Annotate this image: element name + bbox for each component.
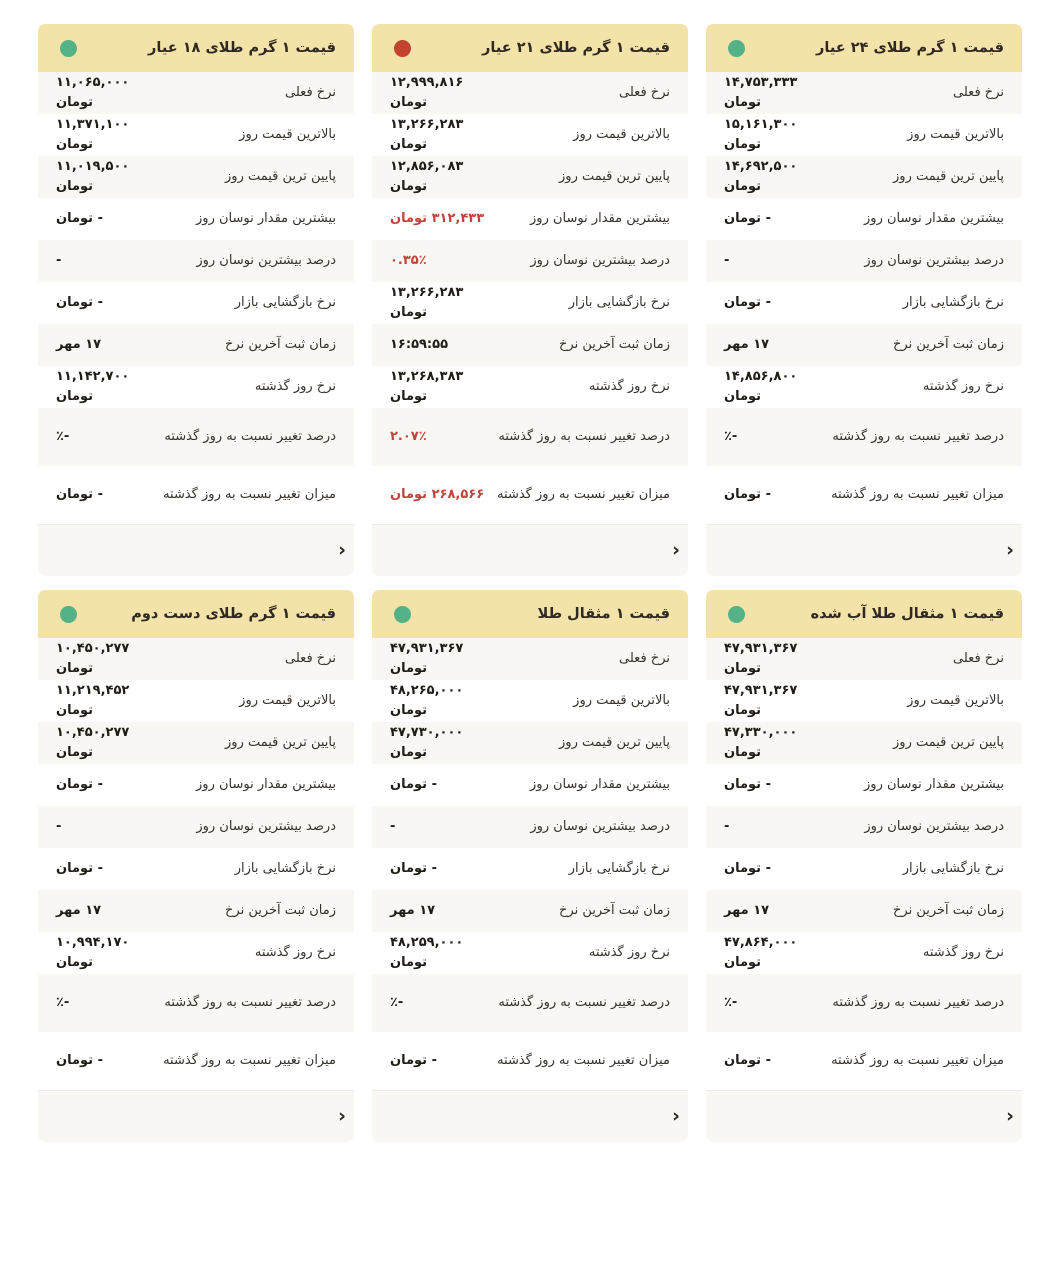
table-row bbox=[706, 806, 1022, 848]
circle-red-icon bbox=[394, 40, 411, 57]
table-row bbox=[372, 764, 688, 806]
table-row bbox=[38, 114, 354, 156]
table-row bbox=[372, 1032, 688, 1090]
row-value: - تومان bbox=[724, 486, 771, 502]
row-label: میزان تغییر نسبت به روز گذشته bbox=[163, 486, 336, 502]
row-value: ۱۷ مهر bbox=[56, 336, 102, 352]
row-value: - تومان bbox=[390, 1052, 437, 1068]
row-label: پایین ترین قیمت روز bbox=[893, 168, 1004, 184]
table-row bbox=[706, 156, 1022, 198]
row-value: ۱۰,۹۹۴,۱۷۰ تومان bbox=[56, 934, 130, 970]
row-label: بالاترین قیمت روز bbox=[907, 126, 1004, 142]
row-value: ۱۲,۹۹۹,۸۱۶ تومان bbox=[390, 74, 464, 110]
table-row bbox=[706, 722, 1022, 764]
circle-green-icon bbox=[60, 40, 77, 57]
table-row bbox=[706, 1032, 1022, 1090]
row-value: ۲.۰۷٪ bbox=[390, 428, 427, 444]
card-rows bbox=[372, 638, 688, 1090]
card-footer bbox=[372, 524, 688, 576]
row-label: بالاترین قیمت روز bbox=[239, 126, 336, 142]
row-value: ۴۷,۹۳۱,۳۶۷ تومان bbox=[390, 640, 464, 676]
table-row bbox=[372, 240, 688, 282]
row-value: ۱۲,۸۵۶,۰۸۳ تومان bbox=[390, 158, 464, 194]
row-label: بالاترین قیمت روز bbox=[239, 692, 336, 708]
table-row bbox=[38, 1032, 354, 1090]
table-row bbox=[372, 680, 688, 722]
table-row bbox=[38, 932, 354, 974]
table-row bbox=[372, 156, 688, 198]
table-row bbox=[38, 240, 354, 282]
row-label: درصد تغییر نسبت به روز گذشته bbox=[832, 994, 1004, 1010]
card-title: قیمت ۱ گرم طلای ۱۸ عیار bbox=[148, 39, 336, 56]
table-row bbox=[372, 932, 688, 974]
row-value: - تومان bbox=[56, 210, 103, 226]
row-label: زمان ثبت آخرین نرخ bbox=[559, 336, 670, 352]
row-value: ۱۴,۷۵۳,۳۳۳ تومان bbox=[724, 74, 798, 110]
card-footer bbox=[38, 1090, 354, 1142]
row-label: درصد بیشترین نوسان روز bbox=[864, 818, 1004, 834]
card-rows bbox=[372, 72, 688, 524]
row-value: ۱۵,۱۶۱,۳۰۰ تومان bbox=[724, 116, 798, 152]
row-value: ۲۶۸,۵۶۶ تومان bbox=[390, 486, 485, 502]
row-value: ۱۳,۲۶۶,۲۸۳ تومان bbox=[390, 116, 464, 152]
row-label: نرخ فعلی bbox=[619, 650, 670, 666]
card-header bbox=[38, 24, 354, 72]
card-title: قیمت ۱ گرم طلای ۲۱ عیار bbox=[482, 39, 670, 56]
table-row bbox=[706, 680, 1022, 722]
table-row bbox=[372, 366, 688, 408]
price-card bbox=[38, 24, 354, 576]
row-label: نرخ روز گذشته bbox=[254, 378, 336, 394]
card-rows bbox=[706, 638, 1022, 1090]
table-row bbox=[38, 366, 354, 408]
row-label: زمان ثبت آخرین نرخ bbox=[225, 902, 336, 918]
row-label: میزان تغییر نسبت به روز گذشته bbox=[831, 486, 1004, 502]
card-title: قیمت ۱ مثقال طلا bbox=[537, 605, 670, 622]
row-value: ۱۶:۵۹:۵۵ bbox=[390, 336, 449, 352]
row-label: نرخ روز گذشته bbox=[254, 944, 336, 960]
row-value: - تومان bbox=[724, 210, 771, 226]
row-label: نرخ روز گذشته bbox=[922, 944, 1004, 960]
table-row bbox=[372, 324, 688, 366]
table-row bbox=[372, 282, 688, 324]
row-value: - تومان bbox=[724, 294, 771, 310]
row-value: -٪ bbox=[56, 994, 70, 1010]
row-label: پایین ترین قیمت روز bbox=[559, 734, 670, 750]
row-value: - bbox=[56, 818, 62, 834]
row-value: ۴۷,۸۶۴,۰۰۰ تومان bbox=[724, 934, 798, 970]
row-label: میزان تغییر نسبت به روز گذشته bbox=[163, 1052, 336, 1068]
row-value: - تومان bbox=[56, 1052, 103, 1068]
table-row bbox=[38, 408, 354, 466]
row-value: ۴۷,۹۳۱,۳۶۷ تومان bbox=[724, 640, 798, 676]
table-row bbox=[706, 764, 1022, 806]
row-value: - تومان bbox=[56, 776, 103, 792]
row-label: نرخ بازگشایی بازار bbox=[234, 294, 336, 310]
table-row bbox=[372, 806, 688, 848]
row-value: - bbox=[724, 252, 730, 268]
row-label: درصد تغییر نسبت به روز گذشته bbox=[498, 428, 670, 444]
row-value: ۱۷ مهر bbox=[56, 902, 102, 918]
card-footer bbox=[38, 524, 354, 576]
row-label: میزان تغییر نسبت به روز گذشته bbox=[497, 1052, 670, 1068]
table-row bbox=[706, 974, 1022, 1032]
table-row bbox=[706, 114, 1022, 156]
card-header bbox=[372, 24, 688, 72]
table-row bbox=[38, 680, 354, 722]
row-label: بیشترین مقدار نوسان روز bbox=[530, 210, 670, 226]
row-label: نرخ فعلی bbox=[285, 650, 336, 666]
row-label: بالاترین قیمت روز bbox=[907, 692, 1004, 708]
row-value: - bbox=[390, 818, 396, 834]
card-header bbox=[38, 590, 354, 638]
table-row bbox=[38, 156, 354, 198]
card-title: قیمت ۱ گرم طلای دست دوم bbox=[131, 605, 336, 622]
table-row bbox=[38, 722, 354, 764]
row-label: بیشترین مقدار نوسان روز bbox=[196, 210, 336, 226]
table-row bbox=[706, 638, 1022, 680]
table-row bbox=[38, 974, 354, 1032]
row-value: ۱۴,۶۹۲,۵۰۰ تومان bbox=[724, 158, 798, 194]
row-label: نرخ روز گذشته bbox=[922, 378, 1004, 394]
row-value: ۴۷,۷۳۰,۰۰۰ تومان bbox=[390, 724, 464, 760]
row-value: ۱۱,۳۷۱,۱۰۰ تومان bbox=[56, 116, 130, 152]
table-row bbox=[706, 72, 1022, 114]
table-row bbox=[706, 198, 1022, 240]
row-value: - تومان bbox=[390, 776, 437, 792]
row-value: ۱۳,۲۶۸,۳۸۳ تومان bbox=[390, 368, 464, 404]
row-value: ۱۱,۲۱۹,۴۵۲ تومان bbox=[56, 682, 130, 718]
table-row bbox=[372, 638, 688, 680]
row-value: ۱۷ مهر bbox=[390, 902, 436, 918]
row-value: ۴۸,۲۶۵,۰۰۰ تومان bbox=[390, 682, 464, 718]
chevron-left-icon[interactable]: ‹ bbox=[338, 539, 346, 561]
table-row bbox=[706, 466, 1022, 524]
row-label: نرخ بازگشایی بازار bbox=[568, 294, 670, 310]
row-label: درصد تغییر نسبت به روز گذشته bbox=[164, 994, 336, 1010]
table-row bbox=[38, 282, 354, 324]
row-label: بیشترین مقدار نوسان روز bbox=[530, 776, 670, 792]
row-label: نرخ بازگشایی بازار bbox=[902, 294, 1004, 310]
row-label: نرخ روز گذشته bbox=[588, 944, 670, 960]
row-value: - تومان bbox=[724, 860, 771, 876]
card-header bbox=[706, 590, 1022, 638]
card-title: قیمت ۱ گرم طلای ۲۴ عیار bbox=[816, 39, 1004, 56]
row-label: میزان تغییر نسبت به روز گذشته bbox=[497, 486, 670, 502]
table-row bbox=[38, 806, 354, 848]
table-row bbox=[372, 974, 688, 1032]
row-label: نرخ فعلی bbox=[619, 84, 670, 100]
table-row bbox=[372, 466, 688, 524]
row-value: - تومان bbox=[56, 486, 103, 502]
table-row bbox=[372, 890, 688, 932]
chevron-left-icon[interactable]: ‹ bbox=[1006, 1105, 1014, 1127]
row-value: -٪ bbox=[56, 428, 70, 444]
table-row bbox=[38, 198, 354, 240]
circle-green-icon bbox=[728, 40, 745, 57]
row-label: بالاترین قیمت روز bbox=[573, 126, 670, 142]
chevron-left-icon[interactable]: ‹ bbox=[672, 1105, 680, 1127]
price-cards-grid bbox=[22, 24, 1022, 1142]
price-card bbox=[372, 24, 688, 576]
card-header bbox=[706, 24, 1022, 72]
table-row bbox=[706, 324, 1022, 366]
row-value: - bbox=[724, 818, 730, 834]
row-value: ۱۱,۰۱۹,۵۰۰ تومان bbox=[56, 158, 130, 194]
row-label: درصد بیشترین نوسان روز bbox=[864, 252, 1004, 268]
row-label: درصد بیشترین نوسان روز bbox=[196, 252, 336, 268]
row-label: درصد تغییر نسبت به روز گذشته bbox=[164, 428, 336, 444]
row-label: نرخ فعلی bbox=[953, 650, 1004, 666]
row-value: ۱۷ مهر bbox=[724, 902, 770, 918]
row-value: - تومان bbox=[56, 294, 103, 310]
row-value: ۱۳,۲۶۶,۲۸۳ تومان bbox=[390, 284, 464, 320]
table-row bbox=[38, 638, 354, 680]
price-card bbox=[372, 590, 688, 1142]
table-row bbox=[38, 890, 354, 932]
card-footer bbox=[706, 1090, 1022, 1142]
chevron-left-icon[interactable]: ‹ bbox=[338, 1105, 346, 1127]
row-value: ۱۴,۸۵۶,۸۰۰ تومان bbox=[724, 368, 798, 404]
table-row bbox=[706, 932, 1022, 974]
row-value: ۴۷,۹۳۱,۳۶۷ تومان bbox=[724, 682, 798, 718]
price-card bbox=[706, 590, 1022, 1142]
row-label: نرخ فعلی bbox=[953, 84, 1004, 100]
row-value: - bbox=[56, 252, 62, 268]
table-row bbox=[706, 848, 1022, 890]
row-label: پایین ترین قیمت روز bbox=[225, 734, 336, 750]
table-row bbox=[372, 848, 688, 890]
row-value: ۱۷ مهر bbox=[724, 336, 770, 352]
table-row bbox=[372, 722, 688, 764]
table-row bbox=[38, 324, 354, 366]
row-value: ۱۱,۰۶۵,۰۰۰ تومان bbox=[56, 74, 130, 110]
price-card bbox=[706, 24, 1022, 576]
row-value: ۰.۳۵٪ bbox=[390, 252, 427, 268]
row-value: ۱۱,۱۴۲,۷۰۰ تومان bbox=[56, 368, 130, 404]
table-row bbox=[706, 890, 1022, 932]
row-label: نرخ فعلی bbox=[285, 84, 336, 100]
card-rows bbox=[38, 638, 354, 1090]
card-footer bbox=[372, 1090, 688, 1142]
row-label: درصد تغییر نسبت به روز گذشته bbox=[498, 994, 670, 1010]
row-label: درصد بیشترین نوسان روز bbox=[196, 818, 336, 834]
row-label: نرخ بازگشایی بازار bbox=[568, 860, 670, 876]
row-label: نرخ روز گذشته bbox=[588, 378, 670, 394]
table-row bbox=[706, 240, 1022, 282]
row-label: زمان ثبت آخرین نرخ bbox=[225, 336, 336, 352]
table-row bbox=[706, 282, 1022, 324]
card-title: قیمت ۱ مثقال طلا آب شده bbox=[810, 605, 1004, 622]
row-value: -٪ bbox=[390, 994, 404, 1010]
chevron-left-icon[interactable]: ‹ bbox=[1006, 539, 1014, 561]
price-card bbox=[38, 590, 354, 1142]
table-row bbox=[372, 72, 688, 114]
card-rows bbox=[38, 72, 354, 524]
chevron-left-icon[interactable]: ‹ bbox=[672, 539, 680, 561]
table-row bbox=[372, 114, 688, 156]
circle-green-icon bbox=[60, 606, 77, 623]
row-label: درصد تغییر نسبت به روز گذشته bbox=[832, 428, 1004, 444]
card-rows bbox=[706, 72, 1022, 524]
card-footer bbox=[706, 524, 1022, 576]
row-label: نرخ بازگشایی بازار bbox=[234, 860, 336, 876]
row-value: ۳۱۲,۴۳۳ تومان bbox=[390, 210, 485, 226]
row-label: بیشترین مقدار نوسان روز bbox=[864, 210, 1004, 226]
row-label: پایین ترین قیمت روز bbox=[893, 734, 1004, 750]
row-label: زمان ثبت آخرین نرخ bbox=[893, 336, 1004, 352]
row-label: بیشترین مقدار نوسان روز bbox=[196, 776, 336, 792]
row-value: ۱۰,۴۵۰,۲۷۷ تومان bbox=[56, 640, 130, 676]
row-value: - تومان bbox=[724, 776, 771, 792]
row-value: ۱۰,۴۵۰,۲۷۷ تومان bbox=[56, 724, 130, 760]
row-value: -٪ bbox=[724, 994, 738, 1010]
row-label: بیشترین مقدار نوسان روز bbox=[864, 776, 1004, 792]
row-value: ۴۷,۳۳۰,۰۰۰ تومان bbox=[724, 724, 798, 760]
table-row bbox=[38, 848, 354, 890]
table-row bbox=[372, 198, 688, 240]
row-value: ۴۸,۲۵۹,۰۰۰ تومان bbox=[390, 934, 464, 970]
row-value: - تومان bbox=[390, 860, 437, 876]
circle-green-icon bbox=[394, 606, 411, 623]
row-label: میزان تغییر نسبت به روز گذشته bbox=[831, 1052, 1004, 1068]
row-value: - تومان bbox=[724, 1052, 771, 1068]
row-label: زمان ثبت آخرین نرخ bbox=[559, 902, 670, 918]
row-value: -٪ bbox=[724, 428, 738, 444]
row-label: نرخ بازگشایی بازار bbox=[902, 860, 1004, 876]
table-row bbox=[706, 366, 1022, 408]
row-label: درصد بیشترین نوسان روز bbox=[530, 252, 670, 268]
table-row bbox=[372, 408, 688, 466]
table-row bbox=[706, 408, 1022, 466]
table-row bbox=[38, 764, 354, 806]
row-label: بالاترین قیمت روز bbox=[573, 692, 670, 708]
row-value: - تومان bbox=[56, 860, 103, 876]
table-row bbox=[38, 72, 354, 114]
table-row bbox=[38, 466, 354, 524]
row-label: درصد بیشترین نوسان روز bbox=[530, 818, 670, 834]
row-label: زمان ثبت آخرین نرخ bbox=[893, 902, 1004, 918]
circle-green-icon bbox=[728, 606, 745, 623]
card-header bbox=[372, 590, 688, 638]
row-label: پایین ترین قیمت روز bbox=[559, 168, 670, 184]
row-label: پایین ترین قیمت روز bbox=[225, 168, 336, 184]
